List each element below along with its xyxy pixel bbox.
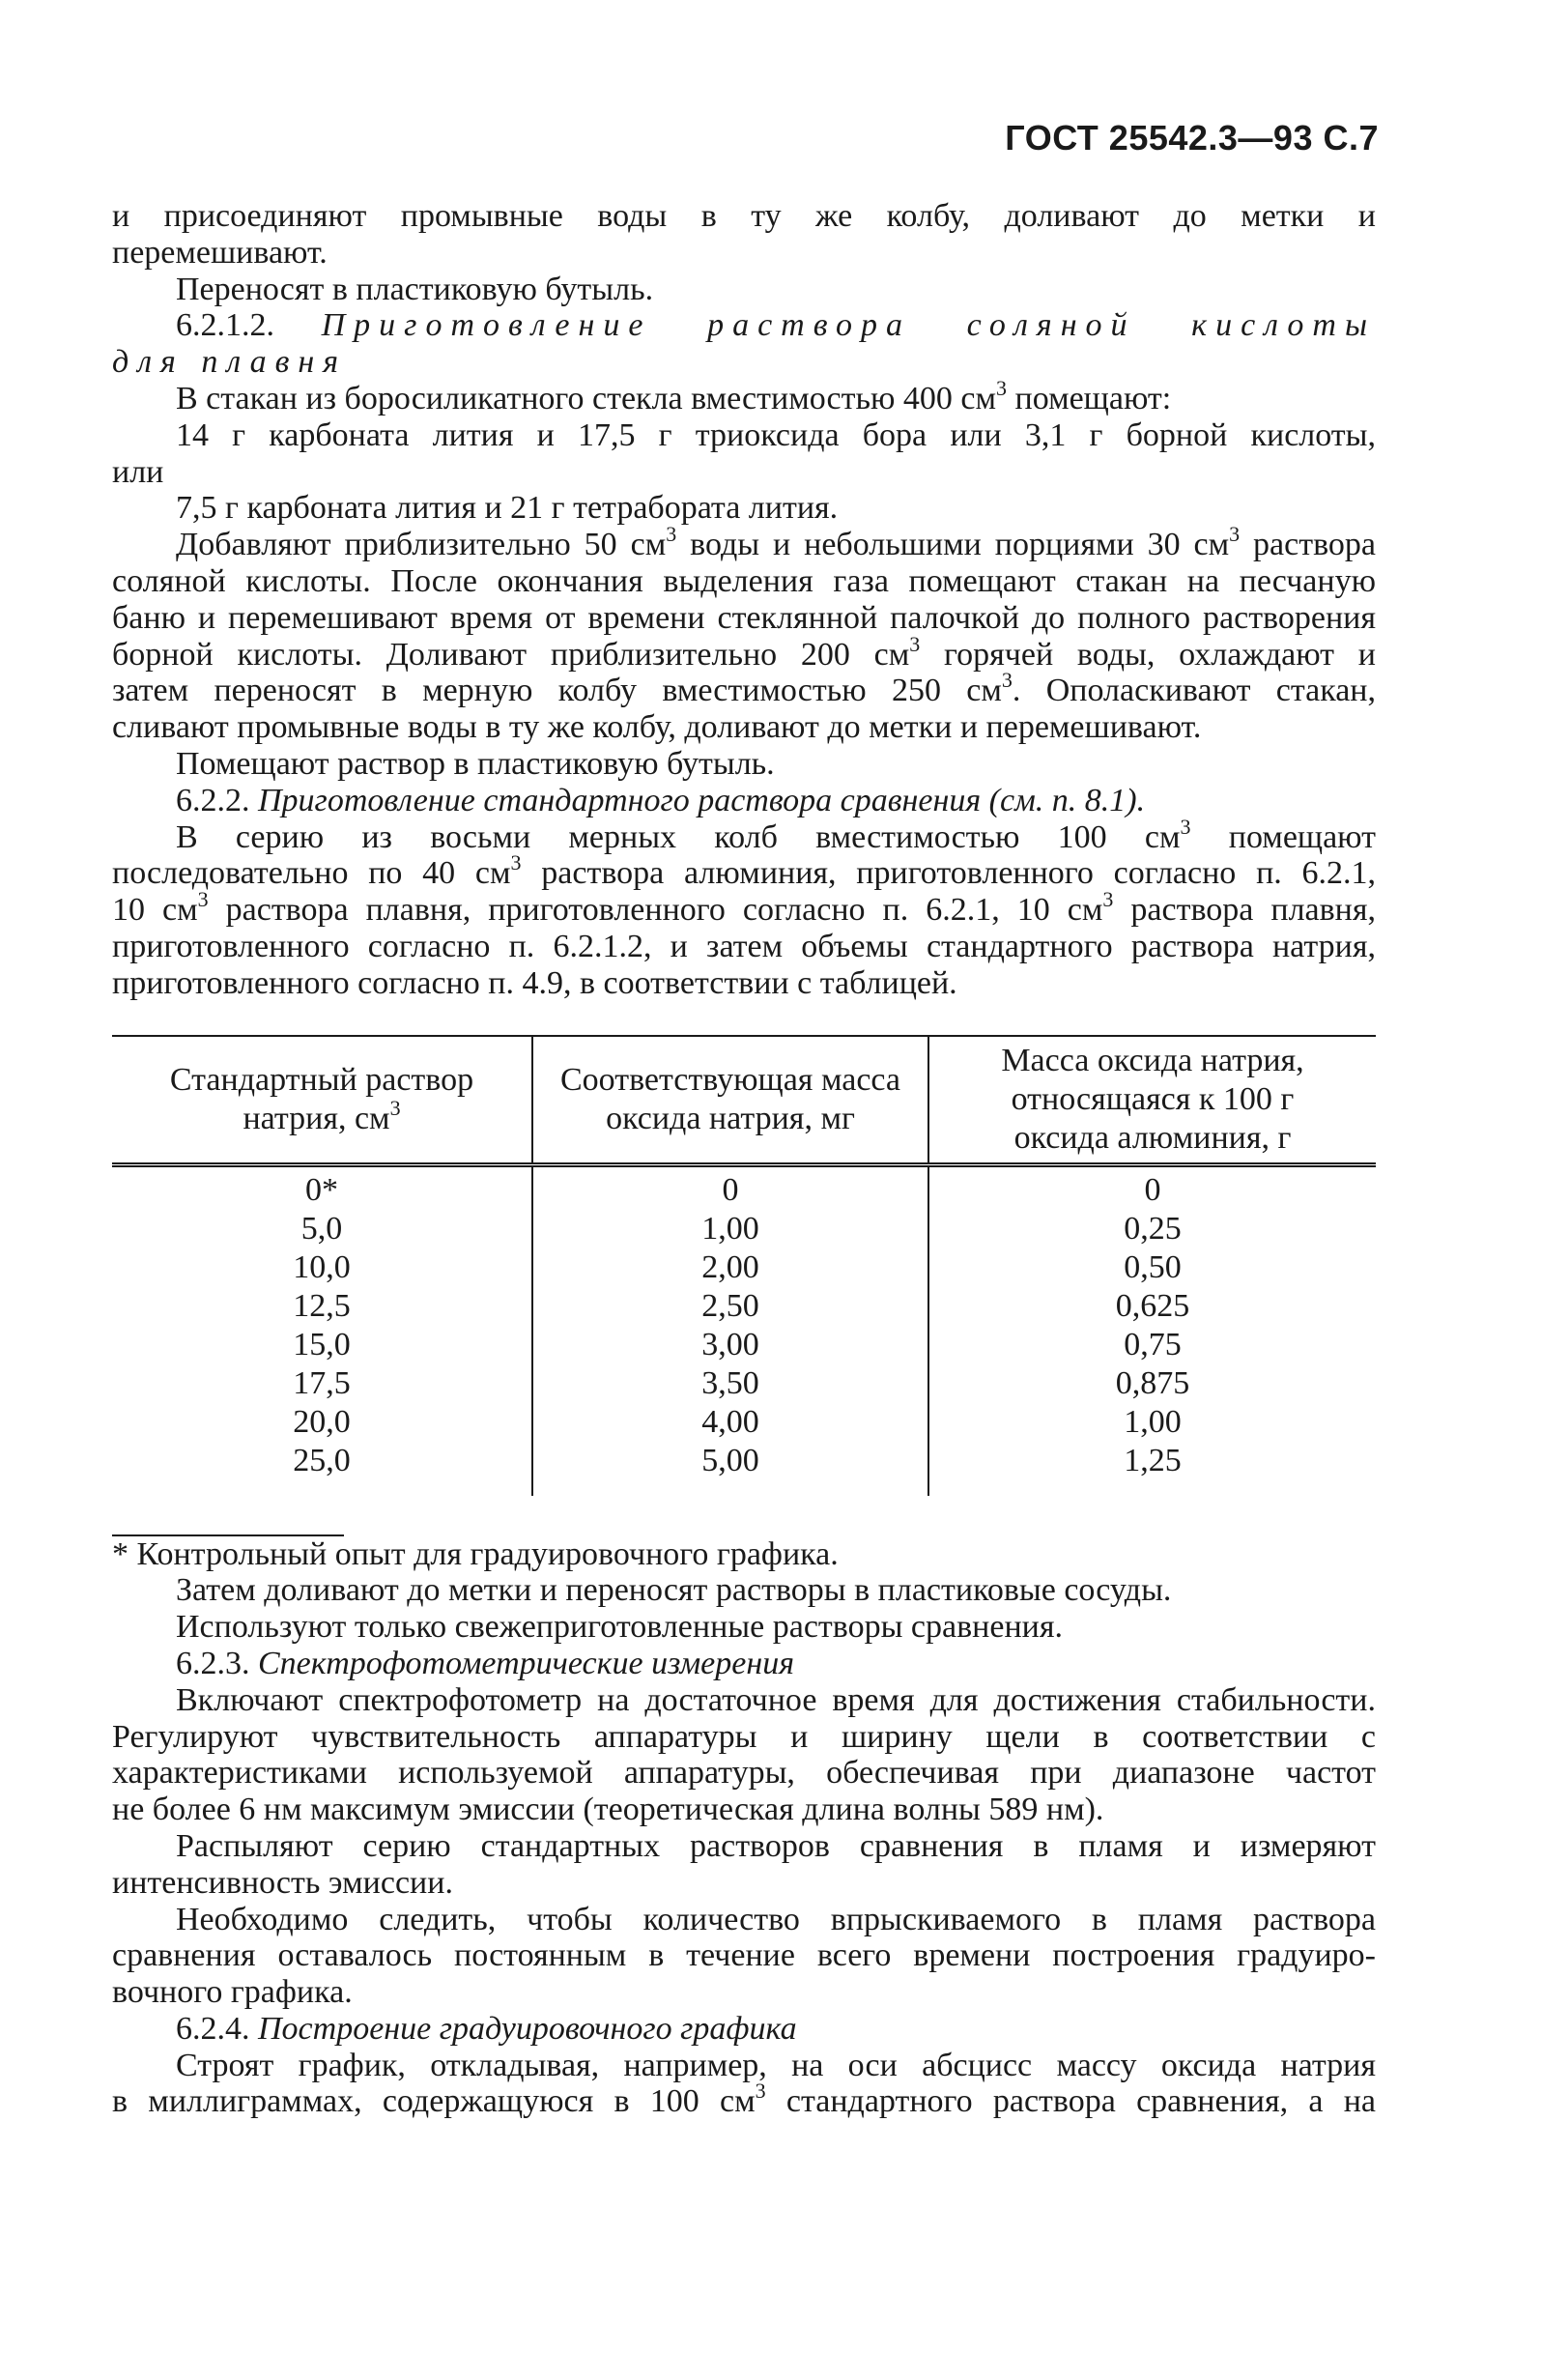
text-line: В серию из восьми мерных колб вместимостью 100 $см^3$ помещают bbox=[176, 814, 1376, 855]
table-row bbox=[112, 1287, 1376, 1326]
table-cell: 10,0 bbox=[293, 1248, 351, 1285]
table-cell: 20,0 bbox=[293, 1403, 351, 1440]
text-line: баню и перемешивают время от времени стеклянной палочкой до полного растворения bbox=[112, 599, 1376, 636]
sodium-standards-table bbox=[112, 1035, 1376, 1496]
section-title: Приготовление стандартного раствора сравнения (см. п. 8.1). bbox=[258, 782, 1146, 818]
table-row bbox=[112, 1364, 1376, 1403]
table-row bbox=[112, 1326, 1376, 1364]
document-body bbox=[112, 198, 1376, 2120]
text-line: Помещают раствор в пластиковую бутыль. bbox=[176, 745, 775, 782]
text-line: Распыляют серию стандартных растворов сравнения в пламя и измеряют bbox=[176, 1827, 1376, 1864]
table-cell: 1,25 bbox=[928, 1442, 1376, 1496]
table-row bbox=[112, 1442, 1376, 1496]
section-title: Спектрофотометрические измерения bbox=[258, 1645, 795, 1681]
table-cell: 0,875 bbox=[928, 1364, 1376, 1403]
text-line: Включают спектрофотометр на достаточное время для достижения стабильности. bbox=[176, 1681, 1376, 1718]
table-cell: 12,5 bbox=[293, 1287, 351, 1324]
table-row bbox=[112, 1210, 1376, 1248]
text-line: Строят график, откладывая, например, на оси абсцисс массу оксида натрия bbox=[176, 2047, 1376, 2083]
section-number: 6.2.4. bbox=[176, 2010, 250, 2047]
table-cell: 2,50 bbox=[532, 1287, 928, 1326]
table-cell: 17,5 bbox=[293, 1364, 351, 1401]
table-row bbox=[112, 1403, 1376, 1442]
table-cell: 2,00 bbox=[532, 1248, 928, 1287]
section-heading-6-2-4 bbox=[112, 2011, 1376, 2048]
text-line: Используют только свежеприготовленные растворы сравнения. bbox=[176, 1609, 1063, 1646]
text-line: сравнения оставалось постоянным в течение всего времени построения градуиро- bbox=[112, 1937, 1376, 1974]
table-footnote: * Контрольный опыт для градуировочного графика. bbox=[112, 1535, 839, 1572]
table-cell: 0,25 bbox=[928, 1210, 1376, 1248]
text-line: вочного графика. bbox=[112, 1974, 353, 2011]
table-cell: 0,50 bbox=[928, 1248, 1376, 1287]
col-header-standard-solution: Стандартный раствор натрия, $см^3$ bbox=[112, 1036, 532, 1165]
text-line: Переносят в пластиковую бутыль. bbox=[176, 271, 654, 307]
section-number: 6.2.2. bbox=[176, 782, 250, 818]
text-line: приготовленного согласно п. 6.2.1.2, и затем объемы стандартного раствора натрия, bbox=[112, 928, 1376, 964]
text-line: 14 г карбоната лития и 17,5 г триоксида бора или 3,1 г борной кислоты, bbox=[176, 416, 1376, 453]
text-line: Регулируют чувствительность аппаратуры и ширину щели в соответствии с bbox=[112, 1718, 1376, 1755]
text-line: Добавляют приблизительно 50 $см^3$ воды и небольшими порциями 30 $см^3$ раствора bbox=[176, 522, 1377, 563]
text-line: В стакан из боросиликатного стекла вместимостью 400 $см^3$ помещают: bbox=[176, 375, 1172, 416]
section-number: 6.2.1.2. bbox=[176, 307, 274, 344]
text-line: последовательно по 40 $см^3$ раствора алюминия, приготовленного согласно п. 6.2.1, bbox=[112, 850, 1377, 892]
text-line: перемешивают. bbox=[112, 234, 328, 271]
text-line: 10 $см^3$ раствора плавня, приготовленного согласно п. 6.2.1, 10 $см^3$ раствора плавня, bbox=[112, 887, 1377, 929]
text-line: Необходимо следить, чтобы количество впрыскиваемого в пламя раствора bbox=[176, 1901, 1376, 1937]
table-cell: 5,0 bbox=[300, 1210, 343, 1247]
table-cell: 0,625 bbox=[928, 1287, 1376, 1326]
table-cell: 5,00 bbox=[532, 1442, 928, 1496]
text-line: приготовленного согласно п. 4.9, в соответствии с таблицей. bbox=[112, 964, 957, 1001]
section-number: 6.2.3. bbox=[176, 1645, 250, 1681]
text-line: или bbox=[112, 453, 164, 490]
text-line: характеристиками используемой аппаратуры, обеспечивая при диапазоне частот bbox=[112, 1755, 1376, 1792]
table-cell: 15,0 bbox=[293, 1326, 351, 1362]
text-line: и присоединяют промывные воды в ту же колбу, доливают до метки и bbox=[112, 198, 1376, 234]
table-header-row bbox=[112, 1036, 1376, 1165]
text-line: в миллиграммах, содержащуюся в 100 $см^3$ стандартного раствора сравнения, а на bbox=[112, 2079, 1376, 2120]
page-header: ГОСТ 25542.3—93 С.7 bbox=[1005, 118, 1379, 158]
table-cell: 1,00 bbox=[532, 1210, 928, 1248]
text-line: затем переносят в мерную колбу вместимостью 250 $см^3$. Ополаскивают стакан, bbox=[112, 668, 1377, 709]
text-line: интенсивность эмиссии. bbox=[112, 1864, 453, 1901]
text-line: борной кислоты. Доливают приблизительно 200 $см^3$ горячей воды, охлаждают и bbox=[112, 631, 1376, 673]
col-header-corresponding-mass: Соответствующая масса оксида натрия, мг bbox=[532, 1036, 928, 1165]
col-header-mass-per-100g: Масса оксида натрия, относящаяся к 100 г оксида алюминия, г bbox=[928, 1036, 1376, 1165]
table-cell: 0 bbox=[532, 1164, 928, 1210]
section-title: Построение градуировочного графика bbox=[258, 2010, 797, 2047]
section-heading-6-2-1-2 bbox=[112, 307, 1376, 344]
text-line: не более 6 нм максимум эмиссии (теоретическая длина волны 589 нм). bbox=[112, 1792, 1104, 1828]
table-cell: 3,00 bbox=[532, 1326, 928, 1364]
text-line: Затем доливают до метки и переносят растворы в пластиковые сосуды. bbox=[176, 1572, 1172, 1609]
section-heading-6-2-3 bbox=[112, 1646, 1376, 1682]
section-title-continued: для плавня bbox=[112, 344, 347, 381]
text-line: сливают промывные воды в ту же колбу, доливают до метки и перемешивают. bbox=[112, 709, 1202, 746]
text-line: соляной кислоты. После окончания выделения газа помещают стакан на песчаную bbox=[112, 562, 1376, 599]
table-cell: 3,50 bbox=[532, 1364, 928, 1403]
table-cell: 1,00 bbox=[928, 1403, 1376, 1442]
text-line: 7,5 г карбоната лития и 21 г тетрабората лития. bbox=[176, 490, 839, 527]
table-cell: 0 bbox=[928, 1164, 1376, 1210]
table-cell: 4,00 bbox=[532, 1403, 928, 1442]
table-row bbox=[112, 1164, 1376, 1210]
table-cell: 25,0 bbox=[293, 1442, 351, 1478]
table-cell: 0* bbox=[305, 1171, 338, 1208]
table-row bbox=[112, 1248, 1376, 1287]
table-cell: 0,75 bbox=[928, 1326, 1376, 1364]
section-title: Приготовление раствора соляной кислоты bbox=[321, 307, 1376, 344]
